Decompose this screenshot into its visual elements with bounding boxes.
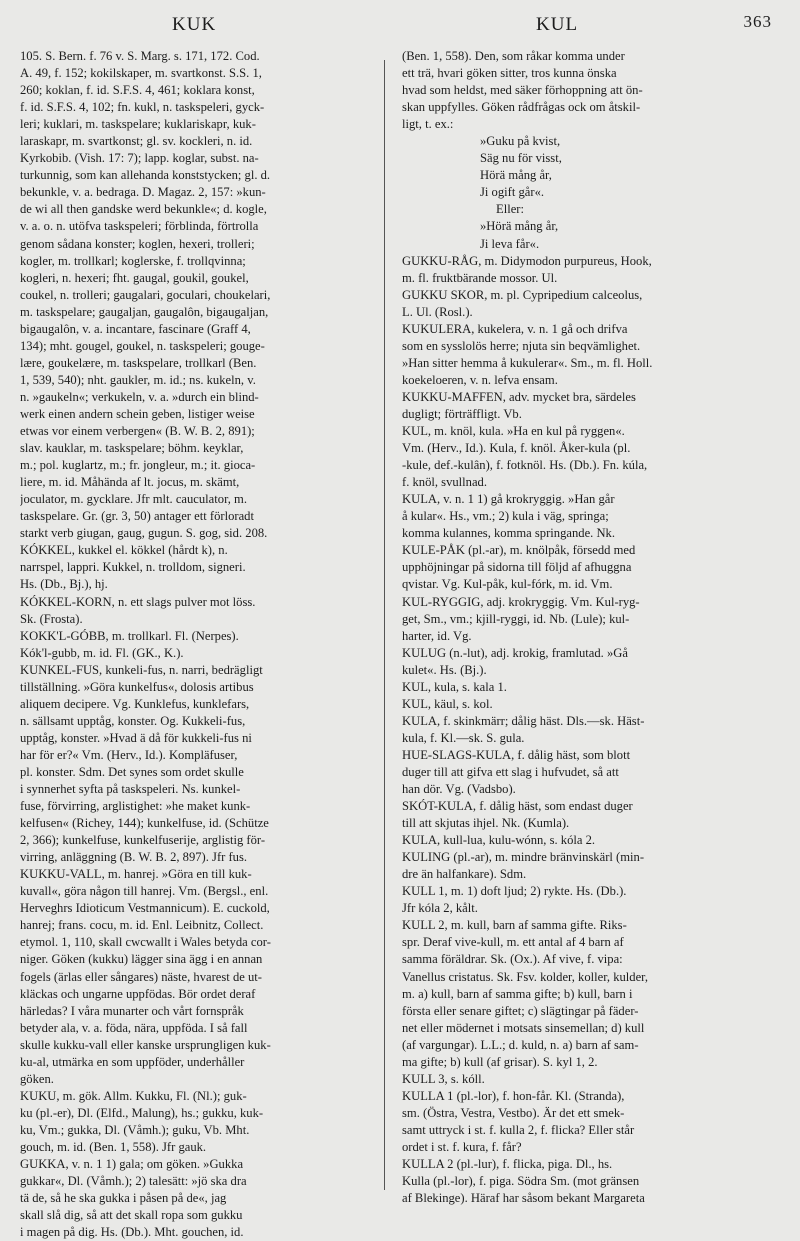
text-line: KULA, f. skinkmärr; dålig häst. Dls.—sk. Häst- — [402, 713, 645, 728]
text-line: aliquem decipere. Vg. Kunklefus, kunklefars, — [20, 696, 250, 711]
text-line: dre än halfankare). Sdm. — [402, 867, 527, 882]
text-line: genom sådana konster; koglen, hexeri, trolleri; — [20, 236, 255, 251]
text-line: som en sysslolös herre; njuta sin beqvämlighet. — [402, 338, 641, 353]
page-number: 363 — [743, 12, 772, 31]
text-line: n. sällsamt upptåg, konster. Og. Kukkeli-fus, — [20, 713, 246, 728]
text-line: han dör. Vg. (Vadsbo). — [402, 782, 516, 797]
text-line: KULE-PÅK (pl.-ar), m. knölpåk, försedd med — [402, 543, 636, 558]
text-line: tä de, så he ska gukka i påsen på de«, jag — [20, 1191, 227, 1206]
text-line: SKÓT-KULA, f. dålig häst, som endast duger — [402, 799, 633, 814]
text-line: KULLA 1 (pl.-lor), f. hon-får. Kl. (Stranda), — [402, 1088, 625, 1103]
text-line: Kók'l-gubb, m. id. Fl. (GK., K.). — [20, 645, 184, 660]
text-line: get, Sm., vm.; kjill-ryggi, id. Nb. (Lule); kul- — [402, 611, 630, 626]
text-line: de wi all then gandske werd bekunkle«; d. kogle, — [20, 202, 267, 217]
text-line: ligt, t. ex.: — [402, 117, 454, 132]
text-line: Hs. (Db., Bj.), hj. — [20, 577, 108, 592]
text-line: f. knöl, svullnad. — [402, 475, 488, 490]
text-line: bigaugalôn, v. a. incantare, fascinare (Graff 4, — [20, 321, 251, 336]
text-line: dugligt; förträffligt. Vb. — [402, 406, 522, 421]
text-line: turkunnig, som kan allehanda konststycken; gl. d. — [20, 168, 271, 183]
text-line: har för er?« Vm. (Herv., Id.). Kompläfuser, — [20, 747, 238, 762]
text-line: Ji leva får«. — [480, 236, 540, 251]
text-line: i magen på dig. Hs. (Db.). Mht. gouchen, id. — [20, 1225, 244, 1240]
text-line: ett trä, hvari göken sitter, tros kunna önska — [402, 66, 617, 81]
text-line: KULUG (n.-lut), adj. krokig, framlutad. »Gå — [402, 645, 628, 660]
text-line: samt uttryck i st. f. kulla 2, f. flicka? Eller står — [402, 1122, 635, 1137]
text-line: skulle kukku-vall eller kanske ursprungligen kuk- — [20, 1037, 271, 1052]
text-line: KOKK'L-GÓBB, m. trollkarl. Fl. (Nerpes). — [20, 628, 239, 643]
text-line: KULLA 2 (pl.-lur), f. flicka, piga. Dl., hs. — [402, 1157, 613, 1172]
text-line: KUL, m. knöl, kula. »Ha en kul på ryggen«. — [402, 424, 625, 439]
text-line: hanrej; frans. cocu, m. id. Enl. Leibnitz, Collect. — [20, 918, 264, 933]
text-line: Eller: — [496, 202, 524, 217]
text-line: m. fl. fruktbärande mossor. Ul. — [402, 270, 558, 285]
text-line: Sk. (Frosta). — [20, 611, 83, 626]
left-column — [20, 48, 369, 1241]
text-line: harter, id. Vg. — [402, 628, 472, 643]
text-line: GUKKU-RÅG, m. Didymodon purpureus, Hook, — [402, 253, 652, 268]
column-divider — [384, 60, 385, 1190]
text-line: liere, m. id. Måhända af lt. jocus, m. skämt, — [20, 475, 240, 490]
text-line: koekeloeren, v. n. lefva ensam. — [402, 372, 558, 387]
text-line: i synnerhet syfta på taskspeleri. Ns. kunkel- — [20, 782, 241, 797]
text-line: leri; kuklari, m. taskspelare; kuklariskapr, kuk- — [20, 117, 256, 132]
running-head-right: KUL — [536, 14, 579, 35]
text-line: laraskapr, m. svartkonst; gl. sv. kockleri, n. id. — [20, 134, 253, 149]
text-line: af Blekinge). Häraf har såsom bekant Margareta — [402, 1191, 645, 1206]
text-line: KULA, v. n. 1 1) gå krokryggig. »Han går — [402, 492, 615, 507]
text-line: duger till att gifva ett slag i hufvudet, så att — [402, 764, 619, 779]
text-line: pl. konster. Sdm. Det synes som ordet skulle — [20, 764, 244, 779]
text-line: KULING (pl.-ar), m. mindre bränvinskärl (min- — [402, 850, 645, 865]
text-line: -kule, def.-kulân), f. fotknöl. Hs. (Db.). Fn. kúla, — [402, 458, 648, 473]
text-line: GUKKU SKOR, m. pl. Cypripedium calceolus, — [402, 287, 643, 302]
text-line: skall slå dig, så att det skall ropa som gukku — [20, 1208, 243, 1223]
text-line: GUKKA, v. n. 1 1) gala; om göken. »Gukka — [20, 1157, 244, 1172]
text-line: 2, 366); kunkelfuse, kunkelfuserije, arglistig för- — [20, 833, 266, 848]
text-line: upptåg, konster. »Hvad ä då för kukkeli-fus ni — [20, 730, 252, 745]
text-line: etymol. 1, 110, skall cwcwallt i Wales betyda cor- — [20, 935, 271, 950]
text-line: gouch, m. id. (Ben. 1, 558). Jfr gauk. — [20, 1140, 207, 1154]
text-line: kogleri, n. hexeri; fht. gaugal, goukil, goukel, — [20, 270, 249, 285]
text-line: KÓKKEL, kukkel el. kökkel (hårdt k), n. — [20, 543, 228, 558]
text-line: Ji ogift går«. — [480, 185, 545, 200]
text-line: kläckas och ungarne uppfödas. Bör ordet deraf — [20, 986, 256, 1001]
text-line: qvistar. Vg. Kul-påk, kul-fórk, m. id. Vm. — [402, 577, 613, 592]
text-line: Vm. (Herv., Id.). Kula, f. knöl. Åker-kula (pl. — [402, 441, 631, 456]
text-line: samma föräldrar. Sk. (Ox.). Af vive, f. vipa: — [402, 952, 623, 967]
text-line: kuvall«, göra någon till hanrej. Vm. (Bergsl., enl. — [20, 884, 269, 899]
text-line: »Guku på kvist, — [480, 134, 561, 149]
text-line: (Ben. 1, 558). Den, som råkar komma under — [402, 49, 625, 63]
text-line: Kyrkobib. (Vish. 17: 7); lapp. koglar, subst. na- — [20, 151, 259, 166]
text-line: kogler, m. trollkarl; koglerske, f. trollqvinna; — [20, 253, 246, 268]
running-head-left: KUK — [172, 14, 217, 35]
text-line: ma gifte; b) kull (af grisar). S. kyl 1, 2. — [402, 1054, 598, 1069]
text-line: KUKULERA, kukelera, v. n. 1 gå och drifva — [402, 321, 628, 336]
text-line: slav. kauklar, m. taskspelare; böhm. keyklar, — [20, 441, 244, 456]
text-line: Hörä mång år, — [480, 168, 552, 183]
text-line: L. Ul. (Rosl.). — [402, 304, 473, 319]
text-line: werk einen andern schein geben, listiger weise — [20, 406, 255, 421]
text-line: upphöjningar på sidorna till följd af afhuggna — [402, 560, 632, 575]
text-line: ku-al, utmärka en som uppföder, underhåller — [20, 1054, 245, 1069]
right-column — [402, 48, 758, 1207]
text-line: taskspelare. Gr. (gr. 3, 50) antager ett förloradt — [20, 509, 254, 524]
text-line: KULL 1, m. 1) doft ljud; 2) rykte. Hs. (Db.). — [402, 884, 627, 899]
text-line: (af vargungar). L.L.; d. kuld, n. a) barn af sam- — [402, 1037, 639, 1052]
text-line: KUNKEL-FUS, kunkeli-fus, n. narri, bedrägligt — [20, 662, 263, 677]
text-line: Jfr kóla 2, kålt. — [402, 901, 478, 916]
text-line: KUL-RYGGIG, adj. krokryggig. Vm. Kul-ryg- — [402, 594, 640, 609]
text-line: tillställning. »Göra kunkelfus«, dolosis artibus — [20, 679, 254, 694]
text-line: HUE-SLAGS-KULA, f. dålig häst, som blott — [402, 747, 631, 762]
text-line: KULA, kull-lua, kulu-wónn, s. kóla 2. — [402, 833, 596, 848]
text-line: sm. (Östra, Vestra, Vestbo). Är det ett smek- — [402, 1105, 625, 1120]
text-line: f. id. S.F.S. 4, 102; fn. kukl, n. taskspeleri, gyck- — [20, 100, 265, 115]
text-line: kula, f. Kl.—sk. S. gula. — [402, 730, 525, 745]
text-line: KULL 2, m. kull, barn af samma gifte. Riks- — [402, 918, 627, 933]
text-line: net eller mödernet i motsats sinsemellan; d) kull — [402, 1020, 645, 1035]
text-line: virring, anläggning (B. W. B. 2, 897). Jfr fus. — [20, 850, 248, 865]
text-line: KUL, kula, s. kala 1. — [402, 679, 507, 694]
text-line: KUKKU-MAFFEN, adv. mycket bra, särdeles — [402, 389, 636, 404]
text-line: Kulla (pl.-lor), f. piga. Södra Sm. (mot gränsen — [402, 1174, 640, 1189]
text-line: joculator, m. gycklare. Jfr mlt. cauculator, m. — [20, 492, 248, 507]
text-line: Säg nu för visst, — [480, 151, 562, 166]
text-line: 105. S. Bern. f. 76 v. S. Marg. s. 171, 172. Cod. — [20, 49, 260, 63]
text-line: Herveghrs Idioticum Vestmannicum). E. cuckold, — [20, 901, 270, 916]
text-line: till att skjutas ihjel. Nk. (Kumla). — [402, 816, 570, 831]
text-line: första eller senare giftet; c) slägtingar på fäder- — [402, 1003, 639, 1018]
text-line: ordet i st. f. kura, f. får? — [402, 1140, 522, 1154]
text-line: »Hörä mång år, — [480, 219, 559, 234]
text-line: 134); mht. gougel, goukel, n. taskspeleri; gouge- — [20, 338, 265, 353]
text-line: ku (pl.-er), Dl. (Elfd., Malung), hs.; gukku, kuk- — [20, 1105, 264, 1120]
text-line: kelfusen« (Richey, 144); kunkelfuse, id. (Schütze — [20, 816, 269, 831]
text-line: m.; pol. kuglartz, m.; fr. jongleur, m.; it. gioca- — [20, 458, 256, 473]
text-line: fuse, förvirring, arglistighet: »he maket kunk- — [20, 799, 251, 814]
text-line: m. a) kull, barn af samma gifte; b) kull, barn i — [402, 986, 633, 1001]
text-line: betyder ala, v. a. föda, nära, uppföda. I så fall — [20, 1020, 248, 1035]
text-line: KULL 3, s. kóll. — [402, 1071, 485, 1086]
text-line: göken. — [20, 1071, 54, 1086]
text-line: niger. Göken (kukku) lägger sina ägg i en annan — [20, 952, 263, 967]
text-line: ku, Vm.; gukka, Dl. (Våmh.); guku, Vb. Mht. — [20, 1122, 250, 1137]
text-line: fogels (ärlas eller sångares) näste, hvarest de ut- — [20, 969, 262, 984]
text-line: härledas? I våra munarter och vårt fornspråk — [20, 1003, 244, 1018]
text-line: skan uppfylles. Göken rådfrågas ock om åtskil- — [402, 100, 641, 115]
text-line: bekunkle, v. a. bedraga. D. Magaz. 2, 157: »kun- — [20, 185, 266, 200]
text-line: m. taskspelare; gaugaljan, gaugalôn, bigaugaljan, — [20, 304, 269, 319]
text-line: Vanellus cristatus. Sk. Fsv. kolder, koller, kulder, — [402, 969, 649, 984]
text-line: å kular«. Hs., vm.; 2) kula i väg, springa; — [402, 509, 609, 524]
text-line: KUKU, m. gök. Allm. Kukku, Fl. (Nl.); guk- — [20, 1088, 247, 1103]
text-line: lære, goukelære, m. taskspelare, trollkarl (Ben. — [20, 355, 257, 370]
text-line: komma kulannes, komma springande. Nk. — [402, 526, 616, 541]
text-line: etwas vor einem verbergen« (B. W. B. 2, 891); — [20, 424, 255, 439]
text-line: coukel, n. trolleri; gaugalari, goculari, choukelari, — [20, 287, 271, 302]
text-line: KUL, käul, s. kol. — [402, 696, 493, 711]
text-line: KUKKU-VALL, m. hanrej. »Göra en till kuk- — [20, 867, 252, 882]
text-line: KÓKKEL-KORN, n. ett slags pulver mot löss. — [20, 594, 256, 609]
text-line: gukkar«, Dl. (Våmh.); 2) talesätt: »jö ska dra — [20, 1174, 247, 1189]
text-line: »Han sitter hemma å kukulerar«. Sm., m. fl. Holl. — [402, 355, 653, 370]
text-line: A. 49, f. 152; kokilskaper, m. svartkonst. S.S. 1, — [20, 66, 262, 81]
text-line: 1, 539, 540); nht. gaukler, m. id.; ns. kukeln, v. — [20, 372, 256, 387]
text-line: hvad som heldst, med säker förhoppning att ön- — [402, 83, 643, 98]
text-line: n. »gaukeln«; verkukeln, v. a. »durch ein blind- — [20, 389, 259, 404]
text-line: spr. Deraf vive-kull, m. ett antal af 4 barn af — [402, 935, 624, 950]
text-line: kulet«. Hs. (Bj.). — [402, 662, 487, 677]
text-line: narrspel, lappri. Kukkel, n. trolldom, signeri. — [20, 560, 246, 575]
text-line: starkt verb giugan, gaug, gugun. S. gog, sid. 208. — [20, 526, 268, 541]
text-line: 260; koklan, f. id. S.F.S. 4, 461; koklara konst, — [20, 83, 255, 98]
text-line: v. a. o. n. utöfva taskspeleri; förblinda, förtrolla — [20, 219, 259, 234]
